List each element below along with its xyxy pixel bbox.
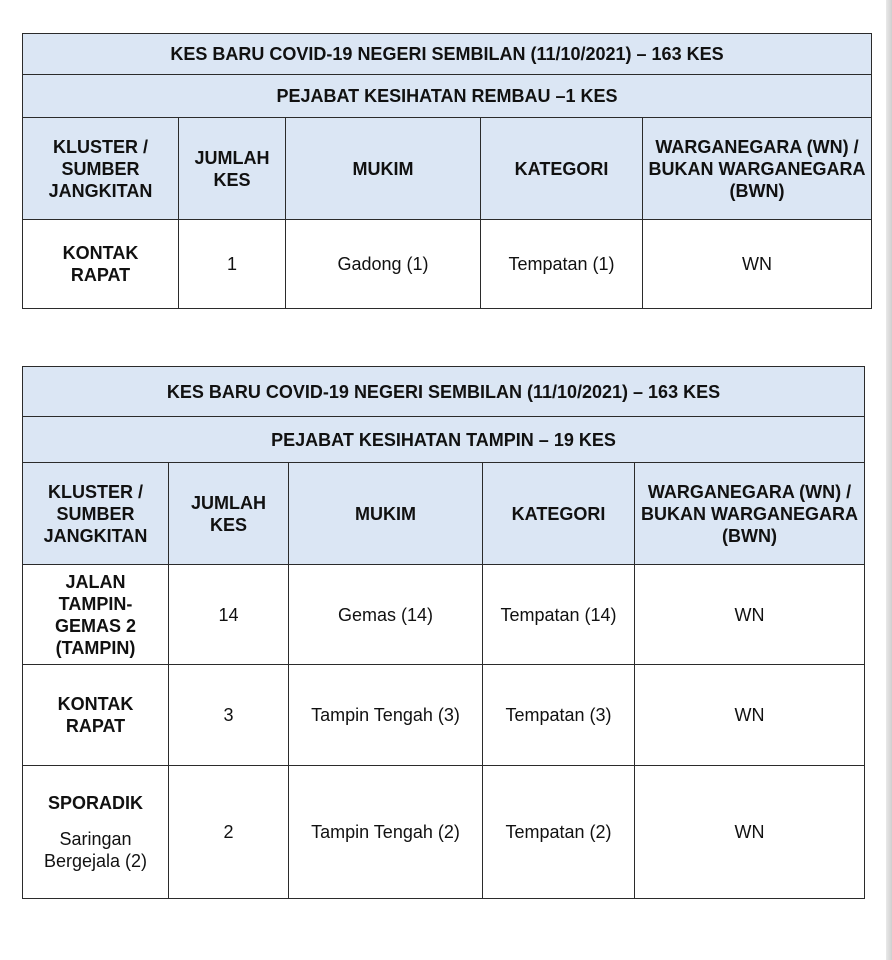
table-title: KES BARU COVID-19 NEGERI SEMBILAN (11/10/2021) – 163 KES: [23, 367, 865, 417]
cell-jumlah: 1: [179, 220, 286, 309]
header-kategori: KATEGORI: [481, 118, 643, 220]
cell-jumlah: 3: [169, 665, 289, 766]
header-kluster: KLUSTER / SUMBER JANGKITAN: [23, 463, 169, 565]
cell-kategori: Tempatan (1): [481, 220, 643, 309]
cell-warganegara: WN: [635, 565, 865, 665]
table-row: [23, 565, 865, 665]
office-title: PEJABAT KESIHATAN TAMPIN – 19 KES: [23, 417, 865, 463]
table-title: KES BARU COVID-19 NEGERI SEMBILAN (11/10/2021) – 163 KES: [23, 34, 872, 75]
header-mukim: MUKIM: [289, 463, 483, 565]
header-jumlah: JUMLAH KES: [179, 118, 286, 220]
cell-kluster: KONTAK RAPAT: [23, 220, 179, 309]
cell-kluster: KONTAK RAPAT: [23, 665, 169, 766]
cell-mukim: Gemas (14): [289, 565, 483, 665]
cell-kluster: JALAN TAMPIN-GEMAS 2 (TAMPIN): [23, 565, 169, 665]
cell-jumlah: 2: [169, 766, 289, 899]
office-title: PEJABAT KESIHATAN REMBAU –1 KES: [23, 75, 872, 118]
table-row: [23, 220, 872, 309]
header-kategori: KATEGORI: [483, 463, 635, 565]
cell-kategori: Tempatan (2): [483, 766, 635, 899]
tampin-cases-table: [22, 366, 865, 899]
cell-warganegara: WN: [635, 766, 865, 899]
cell-mukim: Gadong (1): [286, 220, 481, 309]
table-row: [23, 665, 865, 766]
cell-kategori: Tempatan (14): [483, 565, 635, 665]
header-warganegara: WARGANEGARA (WN) / BUKAN WARGANEGARA (BWN): [643, 118, 872, 220]
page-edge: [886, 0, 892, 960]
cell-mukim: Tampin Tengah (3): [289, 665, 483, 766]
cell-warganegara: WN: [643, 220, 872, 309]
kluster-detail: Saringan Bergejala (2): [43, 829, 148, 871]
header-warganegara: WARGANEGARA (WN) / BUKAN WARGANEGARA (BWN): [635, 463, 865, 565]
header-kluster: KLUSTER / SUMBER JANGKITAN: [23, 118, 179, 220]
cell-warganegara: WN: [635, 665, 865, 766]
header-jumlah: JUMLAH KES: [169, 463, 289, 565]
table-row: [23, 766, 865, 899]
rembau-cases-table: [22, 33, 872, 309]
kluster-label: SPORADIK: [47, 793, 143, 813]
cell-kluster: [23, 766, 169, 899]
cell-mukim: Tampin Tengah (2): [289, 766, 483, 899]
header-mukim: MUKIM: [286, 118, 481, 220]
cell-jumlah: 14: [169, 565, 289, 665]
cell-kategori: Tempatan (3): [483, 665, 635, 766]
